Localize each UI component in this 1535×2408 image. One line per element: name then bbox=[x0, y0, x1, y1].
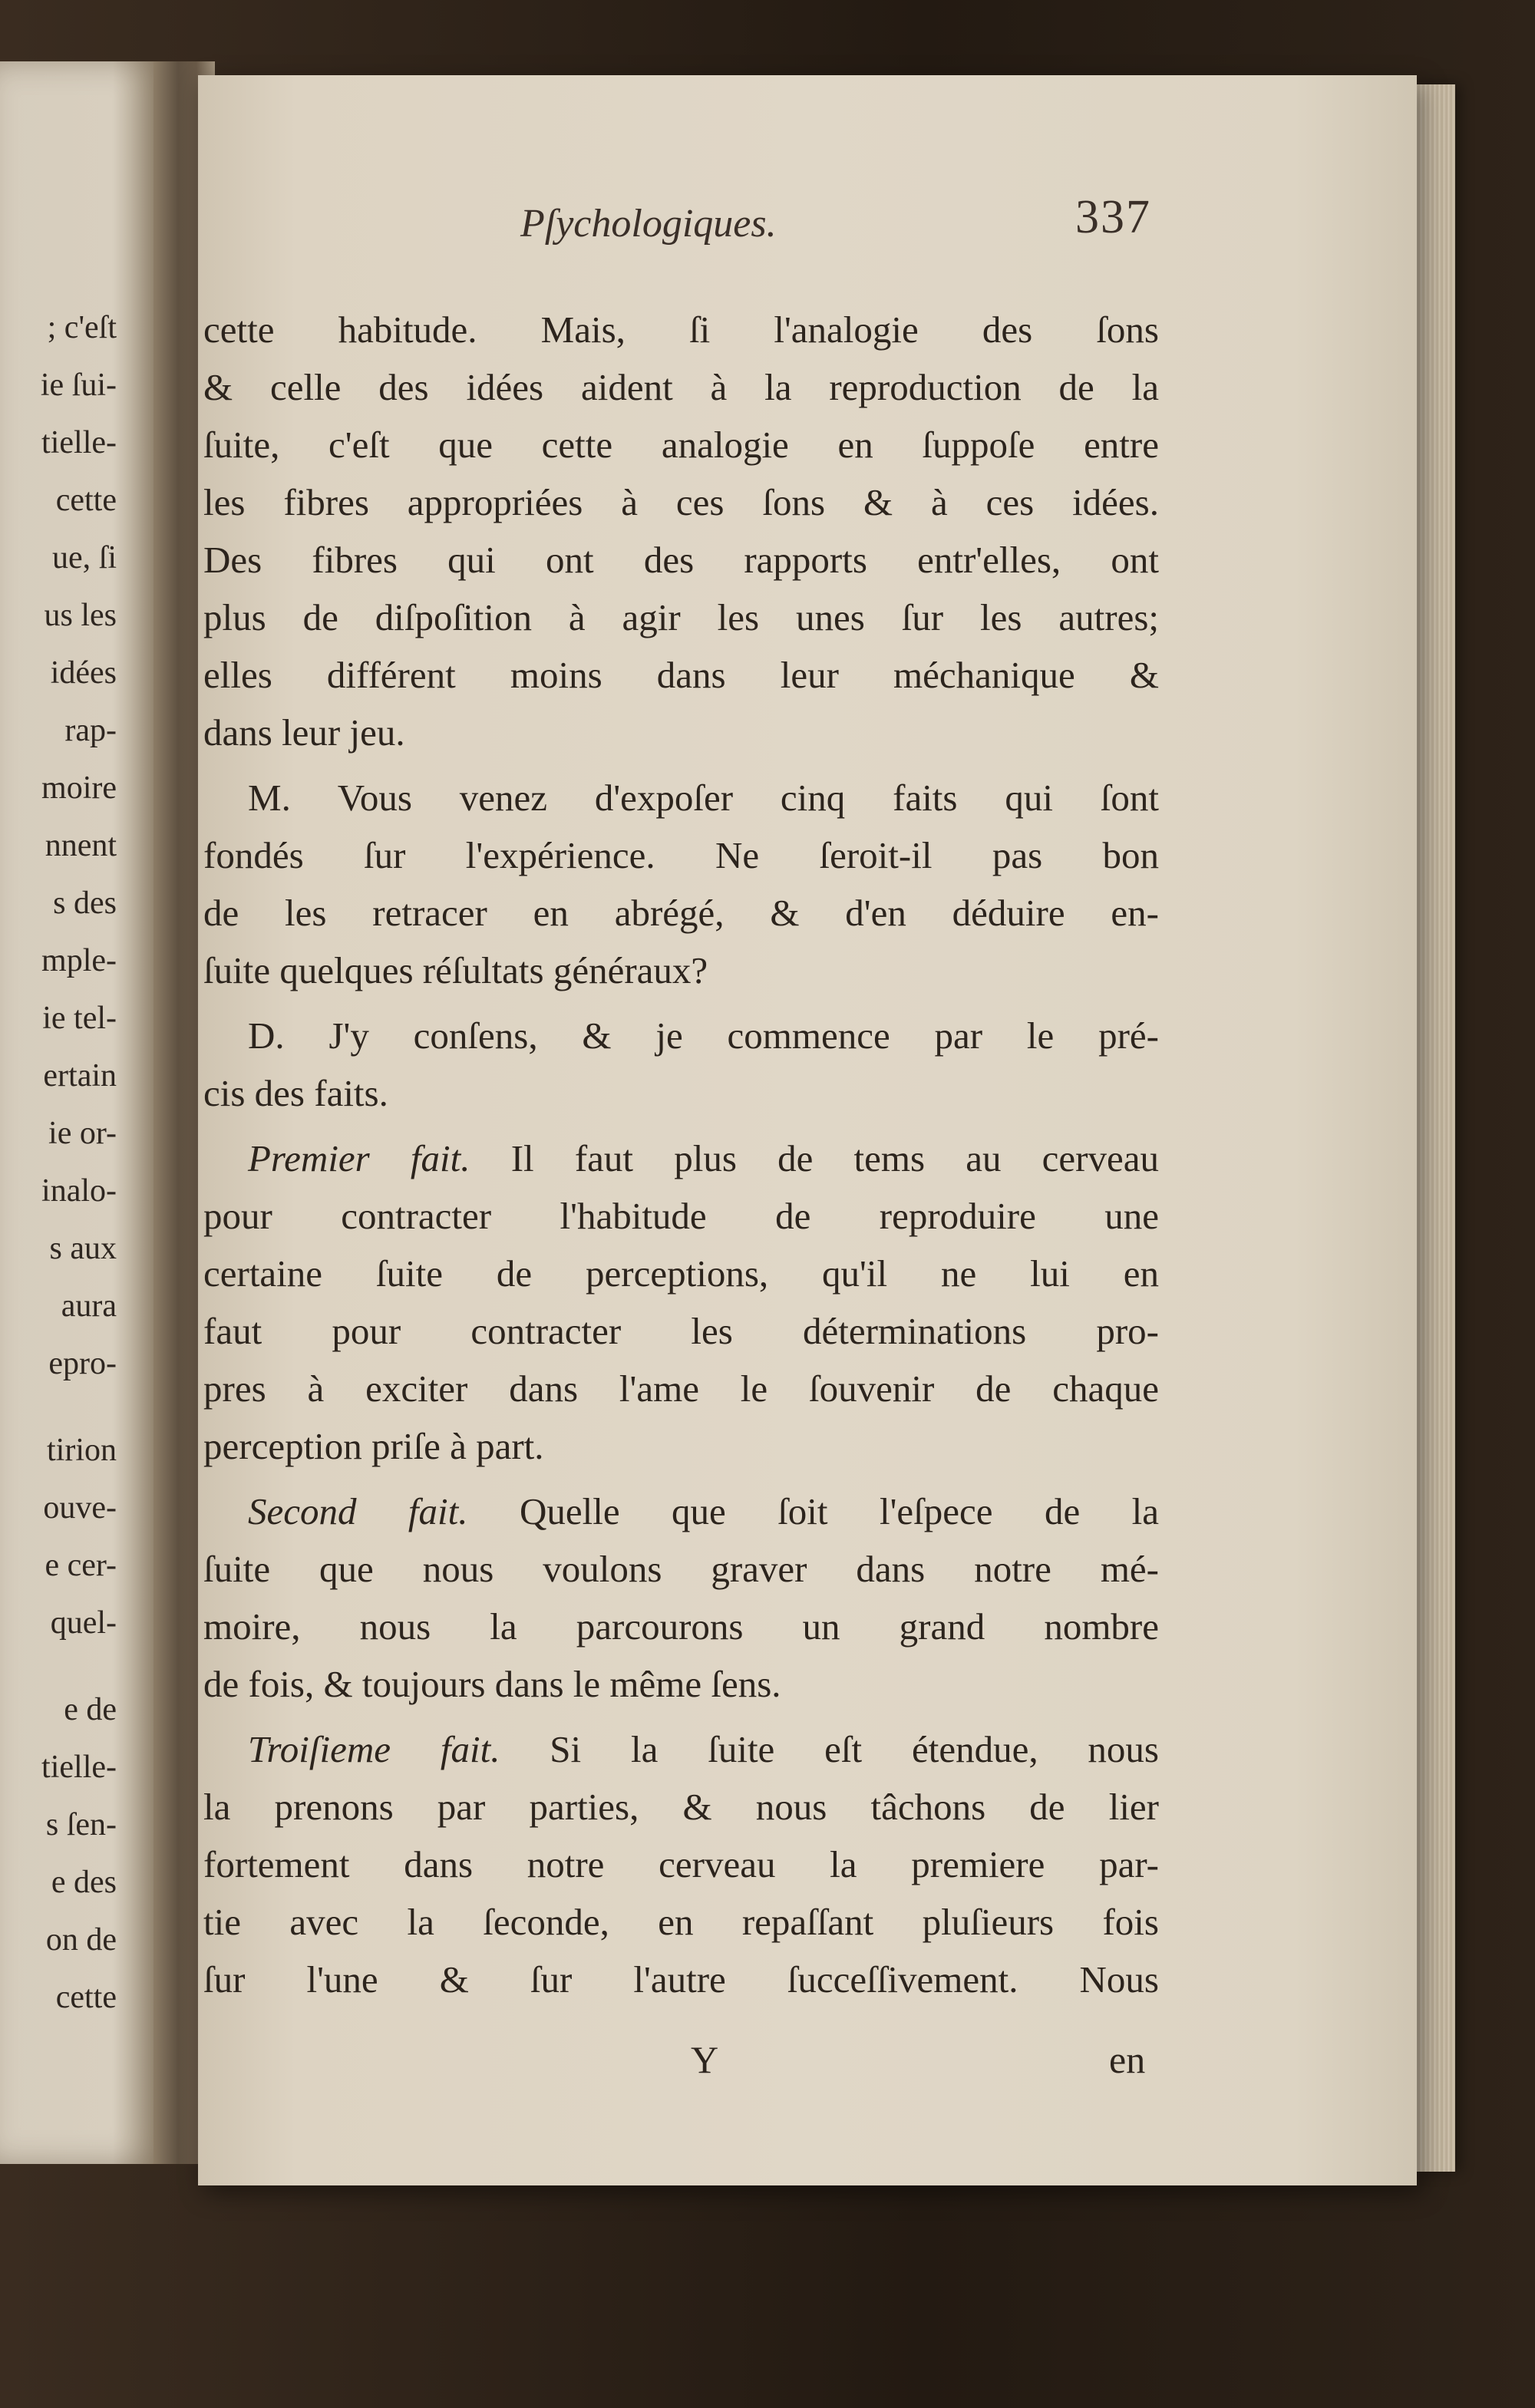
fragment-line: ie ſui- bbox=[40, 368, 117, 403]
paragraph bbox=[203, 769, 1159, 999]
fragment-line: ouve- bbox=[43, 1490, 117, 1526]
fragment-line: ertain bbox=[43, 1058, 117, 1093]
fragment-line: rap- bbox=[64, 713, 117, 748]
text-line: M. Vous venez d'expoſer cinq faits qui ſont bbox=[248, 777, 1159, 819]
text-line: perception priſe à part. bbox=[203, 1425, 544, 1467]
body-text bbox=[203, 301, 1159, 2008]
fragment-line: e de bbox=[64, 1692, 117, 1727]
fragment-line: aura bbox=[61, 1288, 117, 1324]
fragment-line: e cer- bbox=[45, 1548, 117, 1583]
text-line bbox=[203, 1130, 1159, 1187]
catchword: en bbox=[1109, 2038, 1146, 2081]
fragment-line: s ſen- bbox=[45, 1807, 117, 1842]
fact-label: Premier fait. bbox=[248, 1137, 470, 1179]
text-span: Il faut plus de tems au cerveau bbox=[470, 1137, 1159, 1179]
text-line: les fibres appropriées à ces ſons & à ces idées. bbox=[203, 481, 1159, 523]
paragraph bbox=[203, 1483, 1159, 1713]
fragment-line: idées bbox=[50, 655, 117, 691]
text-line: cis des faits. bbox=[203, 1072, 388, 1114]
text-line: D. J'y conſens, & je commence par le pré- bbox=[248, 1014, 1159, 1057]
page-number: 337 bbox=[1075, 191, 1151, 243]
text-line bbox=[203, 1483, 1159, 1540]
fragment-line: on de bbox=[45, 1922, 117, 1958]
paragraph bbox=[203, 1130, 1159, 1475]
text-span: Quelle que ſoit l'eſpece de la bbox=[467, 1490, 1159, 1532]
running-title: Pſychologiques. bbox=[520, 202, 777, 246]
signature-mark: Y bbox=[691, 2038, 719, 2081]
fragment-gap bbox=[41, 1652, 117, 1681]
fragment-line: inalo- bbox=[41, 1173, 117, 1209]
running-head bbox=[430, 183, 1151, 252]
text-line: cette habitude. Mais, ſi l'analogie des ſons bbox=[203, 308, 1159, 351]
text-line: moire, nous la parcourons un grand nombre bbox=[203, 1605, 1159, 1648]
fragment-line: tielle- bbox=[41, 1750, 117, 1785]
facing-page-text-fragments bbox=[41, 299, 117, 2027]
fragment-line: tielle- bbox=[41, 425, 117, 460]
text-line: plus de diſpoſition à agir les unes ſur les autres; bbox=[203, 596, 1159, 638]
fragment-gap bbox=[41, 1393, 117, 1422]
text-line: ſur l'une & ſur l'autre ſucceſſivement. Nous bbox=[203, 1958, 1159, 2001]
fragment-line: ue, ſi bbox=[52, 540, 117, 576]
text-line: ſuite, c'eſt que cette analogie en ſuppoſe entre bbox=[203, 424, 1159, 466]
text-line: la prenons par parties, & nous tâchons de lier bbox=[203, 1786, 1159, 1828]
fragment-line: nnent bbox=[45, 828, 117, 863]
fragment-line: quel- bbox=[50, 1605, 117, 1641]
fact-label: Second fait. bbox=[248, 1490, 468, 1532]
fragment-line: us les bbox=[44, 598, 117, 633]
text-line: tie avec la ſeconde, en repaſſant pluſieurs fois bbox=[203, 1901, 1159, 1943]
facing-page-left bbox=[0, 61, 161, 2164]
fragment-line: mple- bbox=[41, 943, 117, 978]
fragment-line: moire bbox=[41, 770, 117, 806]
paragraph bbox=[203, 1007, 1159, 1122]
fragment-line: ie tel- bbox=[42, 1001, 117, 1036]
text-line: de fois, & toujours dans le même ſens. bbox=[203, 1663, 781, 1705]
text-line: ſuite quelques réſultats généraux? bbox=[203, 949, 708, 991]
text-line: certaine ſuite de perceptions, qu'il ne lui en bbox=[203, 1252, 1159, 1295]
paragraph bbox=[203, 1720, 1159, 2008]
text-line: elles différent moins dans leur méchanique & bbox=[203, 654, 1159, 696]
text-line bbox=[203, 1720, 1159, 1778]
fragment-line: s des bbox=[53, 886, 117, 921]
text-line: ſuite que nous voulons graver dans notre mé- bbox=[203, 1548, 1159, 1590]
fragment-line: s aux bbox=[49, 1231, 117, 1266]
text-line: fondés ſur l'expérience. Ne ſeroit-il pas bon bbox=[203, 834, 1159, 876]
fragment-line: ie or- bbox=[48, 1116, 117, 1151]
text-line: dans leur jeu. bbox=[203, 711, 405, 754]
text-line: pres à exciter dans l'ame le ſouvenir de chaque bbox=[203, 1367, 1159, 1410]
text-line: pour contracter l'habitude de reproduire une bbox=[203, 1195, 1159, 1237]
fragment-line: epro- bbox=[48, 1346, 117, 1381]
fact-label: Troiſieme fait. bbox=[248, 1728, 500, 1770]
text-span: Si la ſuite eſt étendue, nous bbox=[500, 1728, 1159, 1770]
text-line: de les retracer en abrégé, & d'en déduire en- bbox=[203, 892, 1159, 934]
text-line: Des fibres qui ont des rapports entr'elles, ont bbox=[203, 539, 1159, 581]
page-edges bbox=[1417, 84, 1455, 2172]
text-line: faut pour contracter les déterminations pro- bbox=[203, 1310, 1159, 1352]
fragment-line: tirion bbox=[47, 1433, 117, 1468]
fragment-line: e des bbox=[51, 1865, 117, 1900]
text-line: & celle des idées aident à la reproduction de la bbox=[203, 366, 1159, 408]
text-line: fortement dans notre cerveau la premiere par- bbox=[203, 1843, 1159, 1885]
fragment-line: cette bbox=[55, 483, 117, 518]
fragment-line: ; c'eſt bbox=[47, 310, 117, 345]
paragraph bbox=[203, 301, 1159, 761]
fragment-line: cette bbox=[55, 1980, 117, 2015]
